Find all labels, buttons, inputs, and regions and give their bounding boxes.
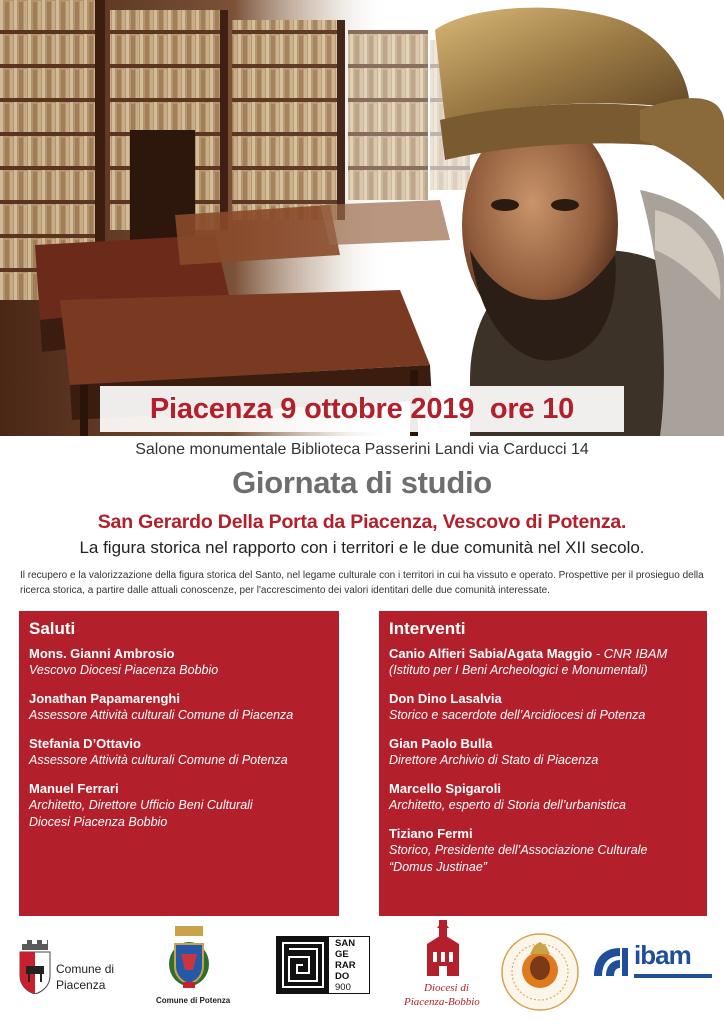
maze-logo-icon (277, 937, 329, 993)
speaker-name: Gian Paolo Bulla (389, 736, 493, 751)
list-item (389, 690, 697, 724)
ibam-underline (634, 974, 712, 978)
speaker-role: Assessore Attività culturali Comune di Potenza (29, 753, 288, 767)
sg-line-4: DO (335, 971, 350, 982)
sg-line-2: GE (335, 949, 349, 960)
crest-icon (165, 926, 213, 990)
hero-image (0, 0, 724, 436)
speaker-role: Direttore Archivio di Stato di Piacenza (389, 753, 599, 767)
comune-potenza-caption: Comune di Potenza (156, 996, 231, 1005)
list-item (29, 690, 329, 724)
date-band (100, 386, 624, 432)
speaker-affiliation: - CNR IBAM (592, 646, 668, 661)
speaker-name: Marcello Spigaroli (389, 781, 501, 796)
speaker-role: Vescovo Diocesi Piacenza Bobbio (29, 663, 219, 677)
sg-line-1: SAN (335, 938, 356, 949)
saluti-title: Saluti (29, 619, 76, 638)
cathedral-icon (423, 920, 463, 978)
venue-address: Salone monumentale Biblioteca Passerini Landi via Carducci 14 (135, 441, 589, 458)
sponsor-logos (0, 918, 724, 1024)
list-item (389, 735, 697, 769)
comune-potenza-logo (150, 926, 230, 1016)
speaker-role: Storico e sacerdote dell’Arcidiocesi di Potenza (389, 708, 646, 722)
speaker-role: (Istituto per I Beni Archeologici e Monumentali) (389, 663, 648, 677)
speaker-role-continued: “Domus Justinae” (389, 860, 487, 874)
speaker-role: Storico, Presidente dell’Associazione Culturale (389, 843, 648, 857)
page-title: Giornata di studio (232, 465, 492, 500)
speaker-role: Assessore Attività culturali Comune di Piacenza (29, 708, 294, 722)
list-item (29, 735, 329, 769)
diocesi-line2: Piacenza-Bobbio (404, 996, 480, 1008)
cnr-ibam-logo (590, 940, 714, 990)
list-item (389, 780, 697, 814)
event-description: Il recupero e la valorizzazione della figura storica del Santo, nel legame culturale con i territori in cui ha vissuto e operato. Prospettive per il prosieguo della ricerca storica, a partire dalle attuali conoscenze, per l'accrescimento dei valori identitari delle due comunità interessate. (20, 570, 704, 596)
speaker-name: Jonathan Papamarenghi (29, 691, 180, 706)
speaker-role: Architetto, esperto di Storia dell’urbanistica (389, 798, 626, 812)
san-gerardo-text (335, 938, 356, 993)
sg-line-5: 900 (335, 982, 351, 993)
sg-line-3: RAR (335, 960, 356, 971)
speaker-role: Architetto, Direttore Ufficio Beni Culturali (29, 798, 253, 812)
anniversary-seal-logo (500, 932, 580, 1012)
ibam-wordmark: ibam (634, 940, 691, 970)
saluti-panel (19, 611, 339, 916)
diocesi-logo (398, 920, 488, 1020)
interventi-panel (379, 611, 707, 916)
library-and-statue-illustration (0, 0, 724, 436)
interventi-title: Interventi (389, 619, 466, 638)
list-item (389, 825, 697, 876)
speaker-name: Manuel Ferrari (29, 781, 119, 796)
speaker-name: Canio Alfieri Sabia/Agata Maggio (389, 646, 593, 661)
event-subtitle: La figura storica nel rapporto con i territori e le due comunità nel XII secolo. (79, 538, 645, 557)
speaker-role-continued: Diocesi Piacenza Bobbio (29, 815, 168, 829)
diocesi-line1: Diocesi di (424, 982, 469, 994)
speaker-name: Don Dino Lasalvia (389, 691, 502, 706)
comune-piacenza-logo (18, 940, 128, 1000)
round-seal-icon (500, 932, 580, 1012)
event-date-time: Piacenza 9 ottobre 2019 ore 10 (149, 392, 575, 425)
speaker-name: Mons. Gianni Ambrosio (29, 646, 175, 661)
comune-piacenza-line1: Comune di (56, 962, 115, 976)
coat-of-arms-icon (18, 940, 52, 994)
speaker-name-line (389, 645, 697, 662)
speaker-name: Tiziano Fermi (389, 826, 473, 841)
list-item (29, 780, 329, 831)
event-subject: San Gerardo Della Porta da Piacenza, Vescovo di Potenza. (97, 511, 627, 533)
cnr-icon (590, 944, 630, 980)
san-gerardo-900-logo (276, 936, 370, 994)
speaker-name: Stefania D’Ottavio (29, 736, 141, 751)
comune-piacenza-line2: Piacenza (56, 978, 106, 992)
list-item (389, 645, 697, 679)
list-item (29, 645, 329, 679)
